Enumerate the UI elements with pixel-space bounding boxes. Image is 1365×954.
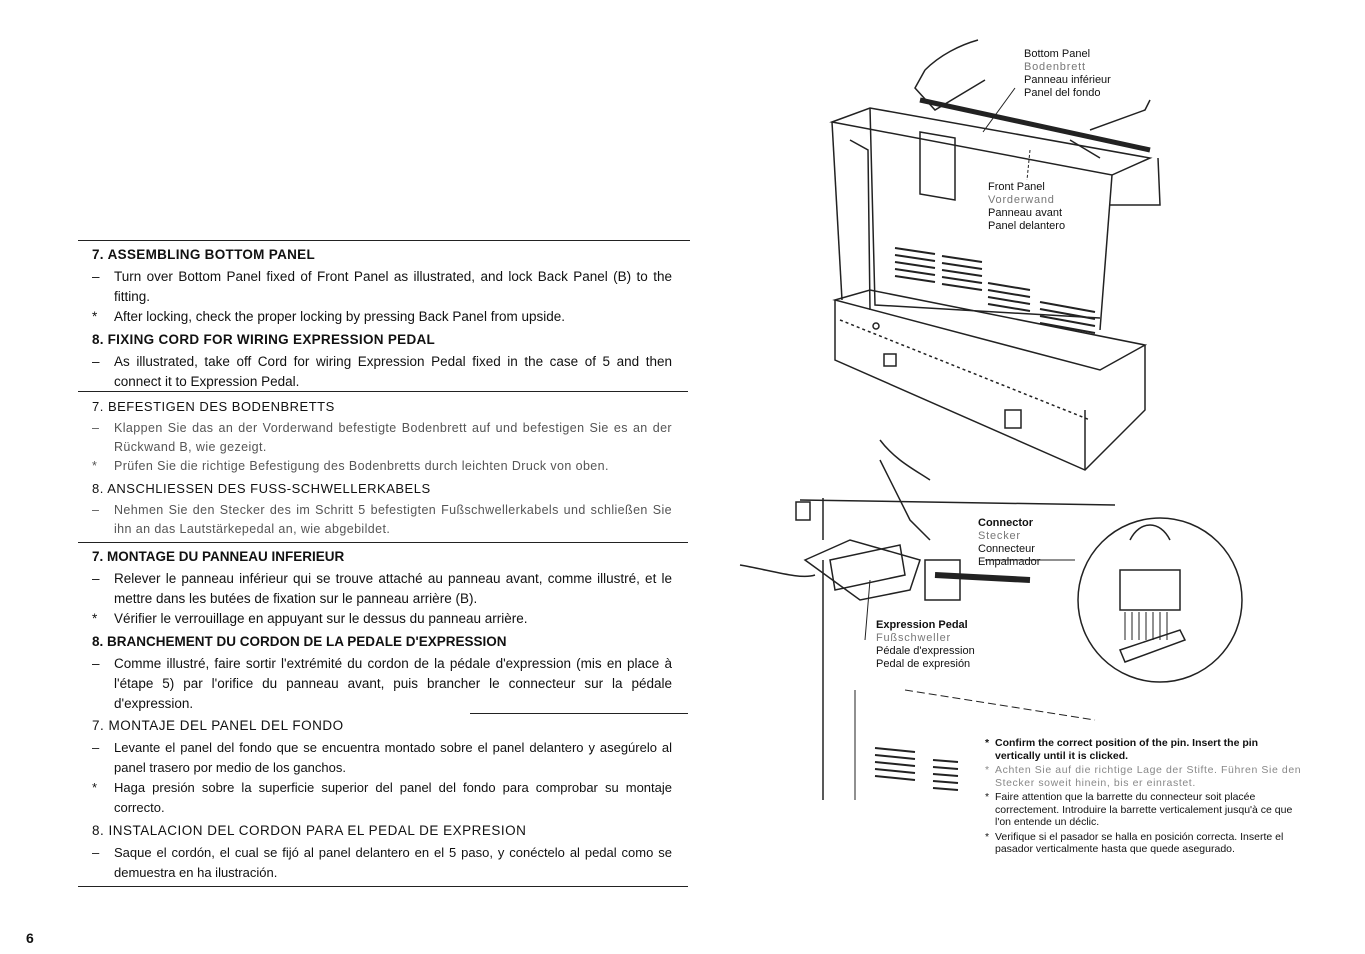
section-french [92,548,672,714]
item-es-7-2: * Haga presión sobre la superficie superior del panel del fondo para comprobar su montaje correcto. [92,780,672,815]
item-es-7-1: – Levante el panel del fondo que se encuentra montado sobre el panel delantero y asegúrelo al panel trasero por medio de los ganchos. [92,740,672,775]
note-es: * Verifique si el pasador se halla en posición correcta. Inserte el pasador verticalmente hasta que quede asegurado. [985,830,1284,855]
item-en-7-1: – Turn over Bottom Panel fixed of Front Panel as illustrated, and lock Back Panel (B) to the fitting. [92,269,672,304]
cabinet-drawing [832,40,1160,470]
item-en-7-2: * After locking, check the proper locking by pressing Back Panel from upside. [92,309,565,324]
rule-bottom [78,886,688,887]
page-number: 6 [26,930,34,946]
item-de-7-2: * Prüfen Sie die richtige Befestigung des Bodenbretts durch leichten Druck von oben. [92,459,609,473]
rule-de-fr [78,542,688,543]
heading-es-8: 8. INSTALACION DEL CORDON PARA EL PEDAL DE EXPRESION [92,823,527,838]
item-fr-7-2: * Vérifier le verrouillage en appuyant sur le dessus du panneau arrière. [92,611,528,626]
item-de-8-1: – Nehmen Sie den Stecker des im Schritt 5 befestigten Fußschwellerkabels und schließen Sie ihn an das Lautstärkepedal an, wie abgebildet. [92,503,672,536]
section-english [92,246,672,392]
item-de-7-1: – Klappen Sie das an der Vorderwand befestigte Bodenbrett auf und befestigen Sie es an der Rückwand B, wie gezeigt. [92,421,672,454]
heading-de-8: 8. ANSCHLIESSEN DES FUSS-SCHWELLERKABELS [92,481,431,496]
heading-fr-8: 8. BRANCHEMENT DU CORDON DE LA PEDALE D'EXPRESSION [92,634,507,649]
section-german [92,398,672,539]
heading-es-7: 7. MONTAJE DEL PANEL DEL FONDO [92,718,344,733]
label-front-panel: Front Panel Vorderwand Panneau avant Panel delantero [988,181,1066,232]
item-fr-8-1: – Comme illustré, faire sortir l'extrémité du cordon de la pédale d'expression (mis en place à l'étape 5) par l'orifice du panneau avant, puis brancher le connecteur sur la pédale d'expression. [92,656,672,711]
note-de: * Achten Sie auf die richtige Lage der Stifte. Führen Sie den Stecker soweit hinein, bis er einrastet. [985,764,1302,789]
heading-en-8: 8. FIXING CORD FOR WIRING EXPRESSION PEDAL [92,332,436,347]
item-es-8-1: – Saque el cordón, el cual se fijó al panel delantero en el 5 paso, y conéctelo al pedal como se demuestra en ha ilustración. [92,845,672,880]
item-en-8-1: – As illustrated, take off Cord for wiring Expression Pedal fixed in the case of 5 and then connect it to Expression Pedal. [92,354,672,389]
rule-top [78,240,690,241]
notes-block [985,737,1305,858]
section-spanish [92,717,672,883]
label-bottom-panel: Bottom Panel Bodenbrett Panneau inférieur Panel del fondo [1024,48,1111,99]
item-fr-7-1: – Relever le panneau inférieur qui se trouve attaché au panneau avant, comme illustré, et le mettre dans les butées de fixation sur le panneau arrière (B). [92,571,672,606]
note-en: * Confirm the correct position of the pin. Insert the pin vertically until it is clicked. [985,737,1259,762]
heading-fr-7: 7. MONTAGE DU PANNEAU INFERIEUR [92,549,345,564]
label-expression-pedal: Expression Pedal Fußschweller Pédale d'expression Pedal de expresión [876,619,975,670]
note-fr: * Faire attention que la barrette du connecteur soit placée correctement. Introduire la barrette verticalement jusqu'à ce que l'on entende un déclic. [985,791,1293,828]
heading-de-7: 7. BEFESTIGEN DES BODENBRETTS [92,399,335,414]
heading-en-7: 7. ASSEMBLING BOTTOM PANEL [92,247,316,262]
label-connector: Connector Stecker Connecteur Empalmador [978,517,1041,568]
